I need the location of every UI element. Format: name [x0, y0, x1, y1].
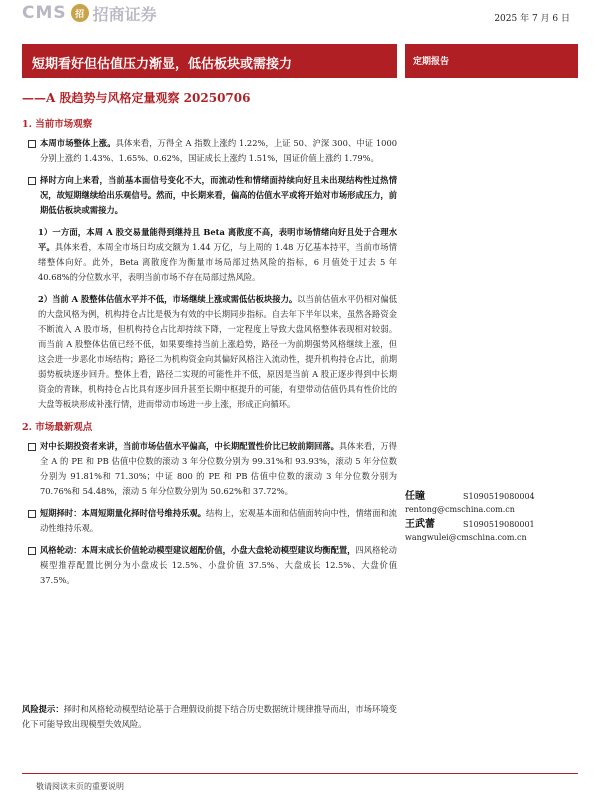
paragraph [38, 292, 397, 412]
logo-text-cn: 招商证券 [92, 4, 157, 24]
list-item [28, 173, 397, 218]
report-type-label: 定期报告 [413, 57, 450, 67]
paragraph-lead: 2）当前 A 股整体估值水平并不低，市场继续上涨或需低估板块接力。 [38, 294, 298, 304]
bullet-body: 具体来看，万得全 A 指数上涨约 1.22%，上证 50、沪深 300、中证 1000 分别上涨约 1.43%、1.65%、0.62%，国证成长上涨约 1.51%，国证价值上涨约 1.79%。 [40, 138, 397, 163]
checkbox-bullet-icon [28, 510, 36, 518]
bullet-body: 四风格轮动模型推荐配置比例分为小盘成长 12.5%、小盘价值 37.5%、大盘成长 12.5%、大盘价值 37.5%。 [40, 545, 397, 585]
paragraph-body: 具体来看，本周全市场日均成交额为 1.44 万亿，与上周的 1.48 万亿基本持平，当前市场情绪整体向好。此外，Beta 离散度作为衡量市场局部过热风险的指标，6 月值处于过去 5 年 40.68%的分位数水平，表明当前市场不存在局部过热风险。 [38, 242, 397, 282]
checkbox-bullet-icon [28, 177, 36, 185]
report-date: 2025 年 7 月 6 日 [494, 14, 570, 24]
bullet-lead: 短期择时：本周短期量化择时信号维持乐观。 [40, 508, 207, 518]
checkbox-bullet-icon [28, 140, 36, 148]
checkbox-bullet-icon [28, 443, 36, 451]
report-type-tag [405, 44, 578, 78]
bullet-text [40, 506, 397, 536]
list-item [28, 543, 397, 588]
report-subtitle: ——A 股趋势与风格定量观察 20250706 [22, 91, 251, 105]
analyst-id: S1090519080001 [463, 520, 535, 529]
risk-text [22, 702, 397, 732]
risk-lead: 风险提示： [22, 704, 64, 714]
bullet-lead: 本周市场整体上涨。 [40, 138, 116, 148]
paragraph-lead: 1）一方面，本周 A 股交易量能得到继持且 Beta 离散度不高，表明市场情绪向好且处于合理水平。 [38, 227, 397, 252]
list-item [28, 136, 397, 166]
analyst-name: 王武蕾 [405, 519, 435, 530]
analyst-email[interactable]: rentong@cmschina.com.cn [405, 505, 515, 514]
footer-divider [22, 773, 578, 774]
title-banner [22, 44, 397, 78]
list-item [28, 439, 397, 499]
list-item [28, 506, 397, 536]
analyst-card [405, 487, 535, 514]
bullet-body: 结构上，宏观基本面和估值面转向中性，情绪面和流动性维持乐观。 [40, 508, 397, 533]
section-heading: 1. 当前市场观察 [22, 119, 93, 130]
bullet-text [40, 543, 397, 588]
analyst-id: S1090519080004 [463, 492, 535, 501]
bullet-body: 具体来看，万得全 A 的 PE 和 PB 估值中位数的滚动 3 年分位数分别为 99.31%和 93.93%，滚动 5 年分位数分别为 91.81%和 71.30%；中证 800 的 PE 和 PB 估值中位数的滚动 3 年分位数分别为 70.76%和 54.48%，滚动 5 年分位数分别为 50.62%和 37.72%。 [40, 441, 397, 496]
risk-body: 择时和风格轮动模型结论基于合理假设前提下结合历史数据统计规律推导而出，市场环境变化下可能导致出现模型失效风险。 [22, 704, 397, 729]
logo-mark-icon: 招 [71, 4, 89, 22]
report-title: 短期看好但估值压力渐显，低估板块或需接力 [32, 57, 293, 72]
bullet-lead: 对中长期投资者来讲，当前市场估值水平偏高，中长期配置性价比已较前期回落。 [40, 441, 339, 451]
risk-warning [22, 702, 397, 739]
analyst-email[interactable]: wangwulei@cmschina.com.cn [405, 533, 527, 542]
footer-note: 敬请阅读末页的重要说明 [36, 782, 124, 791]
paragraph-body: 以当前估值水平仍相对偏低的大盘风格为例，机构持仓占比是极为有效的中长期同步指标。自去年下半年以来，虽然各路资金不断流入 A 股市场，但机构持仓占比却持续下降，一定程度上导致大盘风格整体表现相对较弱。而当前 A 股整体估值已经不低，如果要维持当前上涨趋势，路径一为前期强势风格继续上涨，但这会进一步恶化市场结构；路径二为机构资金向其偏好风格注入流动性，提升机构持仓占比，前期弱势板块逐步回升。整体上看，路径二实现的可能性并不低，原因是当前 A 股正逐步得到中长期资金的青睐，机构持仓占比具有逐步回升甚至长期中枢提升的可能，有望带动估值仍具有性价比的大盘等板块形成补涨行情，进而带动市场进一步上涨，形成正向循环。 [38, 294, 397, 409]
bullet-lead: 风格轮动：本周末成长价值轮动模型建议超配价值，小盘大盘轮动模型建议均衡配置， [40, 545, 356, 555]
bullet-lead: 择时方向上来看，当前基本面信号变化不大，而流动性和情绪面持续向好且未出现结构性过热情况，故短期继续给出乐观信号。然而，中长期来看，偏高的估值水平或将开始对市场形成压力，前期低估板块或需接力。 [40, 175, 397, 215]
main-content [22, 110, 397, 595]
analyst-card [405, 515, 535, 542]
bullet-text [40, 173, 397, 218]
checkbox-bullet-icon [28, 547, 36, 555]
analyst-name: 任瞳 [405, 491, 425, 502]
logo-text-en: CMS [22, 3, 67, 23]
bullet-text [40, 439, 397, 499]
section-heading: 2. 市场最新观点 [22, 422, 93, 433]
bullet-text [40, 136, 397, 166]
company-logo [22, 2, 157, 24]
paragraph [38, 225, 397, 285]
